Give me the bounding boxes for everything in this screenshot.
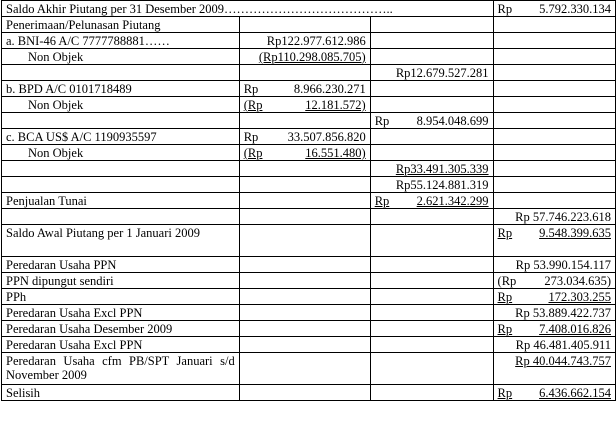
excl-ppn-2-label: Peredaran Usaha Excl PPN [2, 337, 240, 353]
bpd-non-objek-label: Non Objek [2, 97, 240, 113]
selisih-label: Selisih [2, 385, 240, 401]
table-row [2, 1, 616, 17]
table-row [2, 49, 616, 65]
bni-non-objek-label: Non Objek [2, 49, 240, 65]
bpd-amount: Rp 8.966.230.271 [239, 81, 370, 97]
saldo-awal-label: Saldo Awal Piutang per 1 Januari 2009 [2, 225, 240, 257]
bpd-non-objek-amount: (Rp 12.181.572) [239, 97, 370, 113]
table-row [2, 33, 616, 49]
desember-amount: Rp 7.408.016.826 [493, 321, 615, 337]
bca-non-objek-amount: (Rp 16.551.480) [239, 145, 370, 161]
selisih-amount: Rp 6.436.662.154 [493, 385, 615, 401]
saldo-akhir-label: Saldo Akhir Piutang per 31 Desember 2009………………………………….. [2, 1, 494, 17]
subtotal-amount: Rp55.124.881.319 [370, 177, 493, 193]
bca-label: c. BCA US$ A/C 1190935597 [2, 129, 240, 145]
table-row [2, 385, 616, 401]
table-row [2, 273, 616, 289]
saldo-akhir-amount: Rp 5.792.330.134 [493, 1, 615, 17]
excl-ppn-label: Peredaran Usaha Excl PPN [2, 305, 240, 321]
table-row [2, 65, 616, 81]
table-row [2, 337, 616, 353]
pph-label: PPh [2, 289, 240, 305]
penjualan-tunai-label: Penjualan Tunai [2, 193, 240, 209]
table-row [2, 305, 616, 321]
ppn-dipungut-label: PPN dipungut sendiri [2, 273, 240, 289]
bpd-label: b. BPD A/C 0101718489 [2, 81, 240, 97]
bpd-net-amount: Rp 8.954.048.699 [370, 113, 493, 129]
receivable-reconciliation-table [1, 0, 616, 401]
penerimaan-header: Penerimaan/Pelunasan Piutang [2, 17, 240, 33]
bni-label: a. BNI-46 A/C 7777788881…… [2, 33, 240, 49]
bca-amount: Rp 33.507.856.820 [239, 129, 370, 145]
peredaran-ppn-amount: Rp 53.990.154.117 [493, 257, 615, 273]
table-row [2, 17, 616, 33]
table-row [2, 161, 616, 177]
table-row [2, 145, 616, 161]
excl-ppn-amount: Rp 53.889.422.737 [493, 305, 615, 321]
bni-amount: Rp122.977.612.986 [239, 33, 370, 49]
table-row [2, 289, 616, 305]
desember-label: Peredaran Usaha Desember 2009 [2, 321, 240, 337]
table-row [2, 209, 616, 225]
pph-amount: Rp 172.303.255 [493, 289, 615, 305]
cfm-spt-label: Peredaran Usaha cfm PB/SPT Januari s/d November 2009 [2, 353, 240, 385]
table-row [2, 321, 616, 337]
table-row [2, 193, 616, 209]
table-row [2, 353, 616, 385]
table-row [2, 129, 616, 145]
penjualan-tunai-amount: Rp 2.621.342.299 [370, 193, 493, 209]
ppn-dipungut-amount: (Rp 273.034.635) [493, 273, 615, 289]
table-row [2, 113, 616, 129]
excl-ppn-2-amount: Rp 46.481.405.911 [493, 337, 615, 353]
saldo-awal-amount: Rp 9.548.399.635 [493, 225, 615, 257]
total-penerimaan-amount: Rp 57.746.223.618 [493, 209, 615, 225]
bca-net-amount: Rp33.491.305.339 [370, 161, 493, 177]
cfm-spt-amount: Rp 40.044.743.757 [493, 353, 615, 385]
bca-non-objek-label: Non Objek [2, 145, 240, 161]
bni-net-amount: Rp12.679.527.281 [370, 65, 493, 81]
table-row [2, 225, 616, 257]
table-row [2, 97, 616, 113]
table-row [2, 177, 616, 193]
table-row [2, 81, 616, 97]
peredaran-ppn-label: Peredaran Usaha PPN [2, 257, 240, 273]
bni-non-objek-amount: (Rp110.298.085.705) [239, 49, 370, 65]
table-row [2, 257, 616, 273]
